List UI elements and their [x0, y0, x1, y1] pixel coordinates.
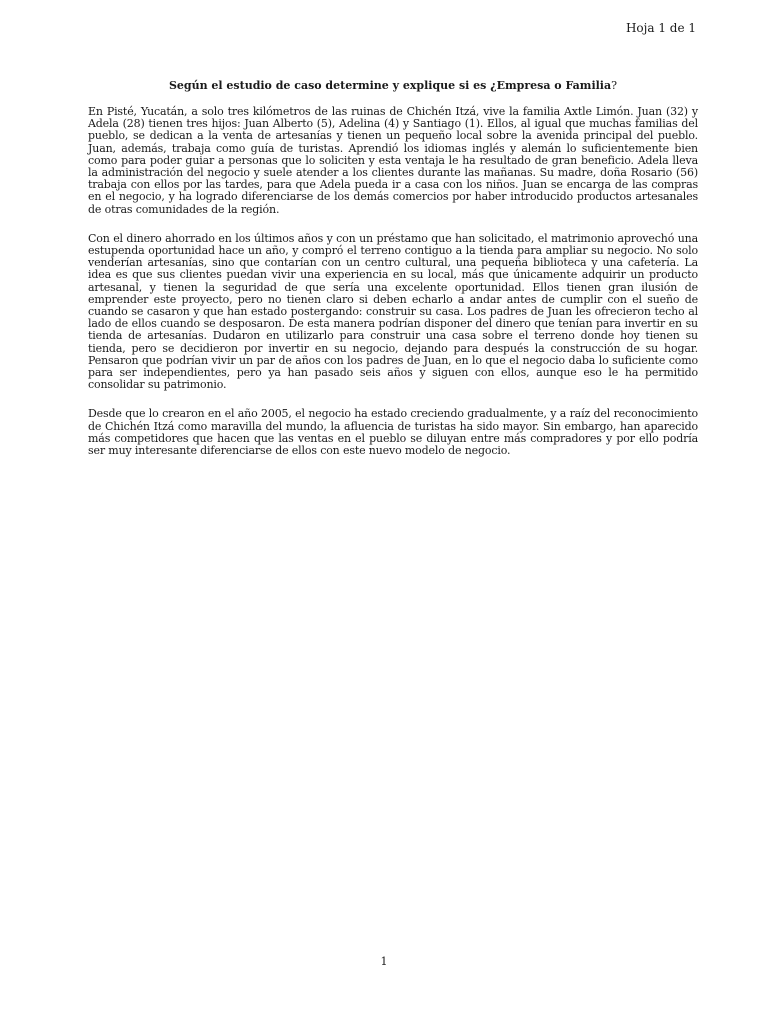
page-number: 1	[380, 955, 388, 968]
page-indicator: Hoja 1 de 1	[625, 21, 696, 35]
document-body	[88, 106, 698, 474]
title-question-mark: ?	[611, 79, 618, 92]
paragraph-2: Con el dinero ahorrado en los últimos años y con un préstamo que han solicitado, el matrimonio aprovechó una estupenda oportunidad hace un año, y compró el terreno contiguo a la tienda para ampliar su negocio. No solo venderían artesanías, sino que contarían con un centro cultural, una pequeña biblioteca y una cafetería. La idea es que sus clientes puedan vivir una experiencia en su local, más que únicamente adquirir un producto artesanal, y tienen la seguridad de que sería una excelente oportunidad. Ellos tienen gran ilusión de emprender este proyecto, pero no tienen claro si deben echarlo a andar antes de cumplir con el sueño de cuando se casaron y que han estado postergando: construir su casa. Los padres de Juan les ofrecieron techo al lado de ellos cuando se desposaron. De esta manera podrían disponer del dinero que tenían para invertir en su tienda de artesanías. Dudaron en utilizarlo para construir una casa sobre el terreno donde hoy tienen su tienda, pero se decidieron por invertir en su negocio, dejando para después la construcción de su hogar. Pensaron que podrían vivir un par de años con los padres de Juan, en lo que el negocio daba lo suficiente como para ser independientes, pero ya han pasado seis años y siguen con ellos, aunque eso le ha permitido consolidar su patrimonio.	[88, 231, 698, 392]
document-title	[88, 79, 698, 92]
paragraph-1: En Pisté, Yucatán, a solo tres kilómetros de las ruinas de Chichén Itzá, vive la familia Axtle Limón. Juan (32) y Adela (28) tienen tres hijos: Juan Alberto (5), Adelina (4) y Santiago (1). Ellos, al igual que muchas familias del pueblo, se dedican a la venta de artesanías y tienen un pequeño local sobre la avenida principal del pueblo. Juan, además, trabaja como guía de turistas. Aprendió los idiomas inglés y alemán lo suficientemente bien como para poder guiar a personas que lo soliciten y esta ventaja le ha resultado de gran beneficio. Adela lleva la administración del negocio y suele atender a los clientes durante las mañanas. Su madre, doña Rosario (56) trabaja con ellos por las tardes, para que Adela pueda ir a casa con los niños. Juan se encarga de las compras en el negocio, y ha logrado diferenciarse de los demás comercios por haber introducido productos artesanales de otras comunidades de la región.	[88, 105, 698, 216]
paragraph-3: Desde que lo crearon en el año 2005, el negocio ha estado creciendo gradualmente, y a raíz del reconocimiento de Chichén Itzá como maravilla del mundo, la afluencia de turistas ha sido mayor. Sin embargo, han aparecido más competidores que hacen que las ventas en el pueblo se diluyan entre más compradores y por ello podría ser muy interesante diferenciarse de ellos con este nuevo modelo de negocio.	[88, 407, 698, 458]
title-text: Según el estudio de caso determine y explique si es ¿Empresa o Familia	[168, 79, 612, 92]
